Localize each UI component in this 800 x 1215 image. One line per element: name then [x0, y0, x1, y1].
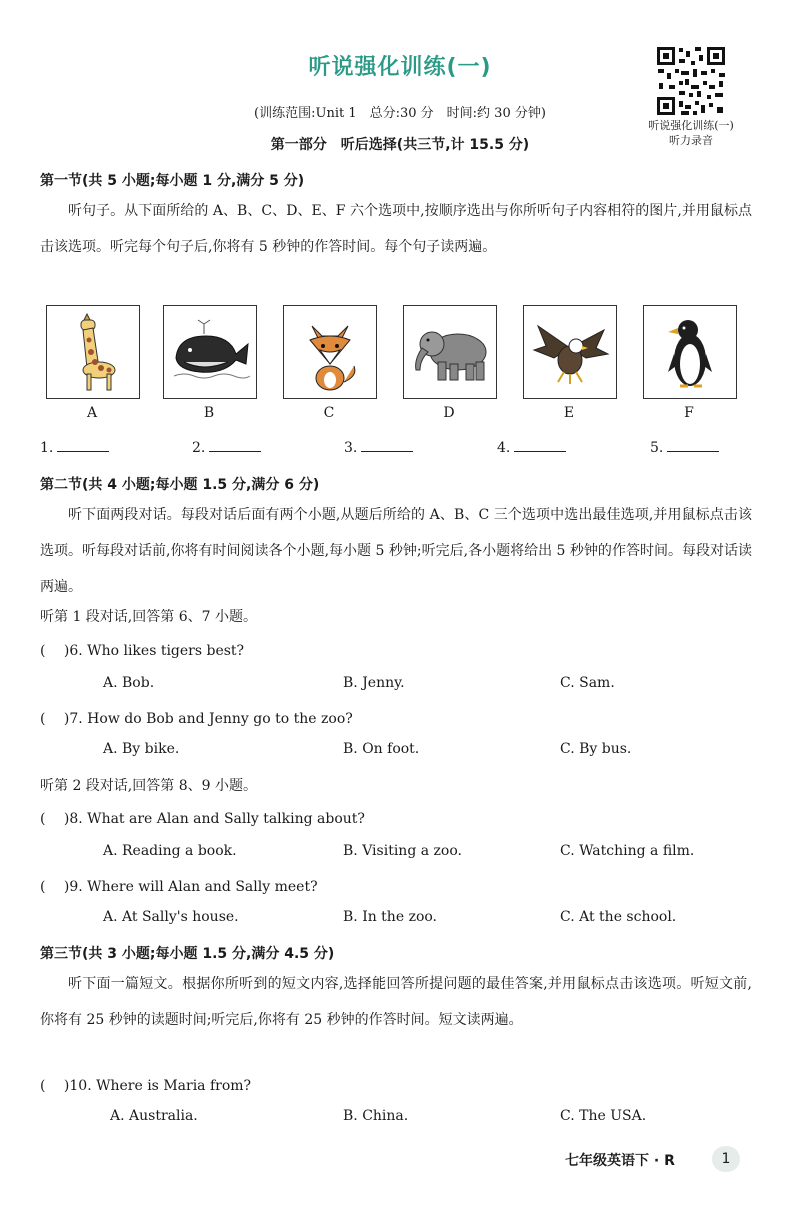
page-title: 听说强化训练(一): [308, 55, 492, 80]
fox-icon: [284, 306, 376, 398]
question-8: ( )8. What are Alan and Sally talking about?: [40, 811, 365, 827]
whale-icon: [164, 306, 256, 398]
q7-option-a[interactable]: A. By bike.: [103, 741, 180, 757]
section3-instructions: 听下面一篇短文。根据你所听到的短文内容,选择能回答所提问题的最佳答案,并用鼠标点击该选项。听短文前,你将有 25 秒钟的读题时间;听完后,你将有 25 秒钟的作答时间。短文读两遍。: [40, 976, 752, 1028]
picture-option-a[interactable]: [46, 305, 140, 399]
training-info: (训练范围:Unit 1 总分:30 分 时间:约 30 分钟): [254, 106, 546, 121]
q8-option-c[interactable]: C. Watching a film.: [560, 843, 695, 859]
eagle-icon: [524, 306, 616, 398]
answer-blank-1[interactable]: 1.: [40, 440, 109, 456]
answer-blank-2[interactable]: 2.: [192, 440, 261, 456]
picture-option-b[interactable]: [163, 305, 257, 399]
picture-letter-e: E: [563, 405, 575, 421]
q7-option-b[interactable]: B. On foot.: [343, 741, 420, 757]
q9-option-c[interactable]: C. At the school.: [560, 909, 677, 925]
picture-option-d[interactable]: [403, 305, 497, 399]
qr-code-icon[interactable]: [655, 45, 727, 117]
q6-option-c[interactable]: C. Sam.: [560, 675, 615, 691]
picture-letter-b: B: [203, 405, 215, 421]
qr-caption-sub: 听力录音: [669, 134, 713, 147]
penguin-icon: [644, 306, 736, 398]
question-9: ( )9. Where will Alan and Sally meet?: [40, 879, 318, 895]
q8-option-a[interactable]: A. Reading a book.: [103, 843, 237, 859]
section1-title: 第一节(共 5 小题;每小题 1 分,满分 5 分): [40, 173, 305, 189]
picture-letter-c: C: [323, 405, 335, 421]
q7-option-c[interactable]: C. By bus.: [560, 741, 632, 757]
picture-letter-d: D: [443, 405, 455, 421]
section2-title: 第二节(共 4 小题;每小题 1.5 分,满分 6 分): [40, 477, 320, 493]
picture-option-f[interactable]: [643, 305, 737, 399]
elephant-icon: [404, 306, 496, 398]
q9-option-b[interactable]: B. In the zoo.: [343, 909, 438, 925]
q8-option-b[interactable]: B. Visiting a zoo.: [343, 843, 462, 859]
section1-instructions: 听句子。从下面所给的 A、B、C、D、E、F 六个选项中,按顺序选出与你所听句子内容相符的图片,并用鼠标点击该选项。听完每个句子后,你将有 5 秒钟的作答时间。每个句子读两遍。: [40, 203, 752, 255]
picture-letter-f: F: [684, 405, 694, 421]
question-6: ( )6. Who likes tigers best?: [40, 643, 245, 659]
q6-option-b[interactable]: B. Jenny.: [343, 675, 405, 691]
section2-instructions: 听下面两段对话。每段对话后面有两个小题,从题后所给的 A、B、C 三个选项中选出最佳选项,并用鼠标点击该选项。听每段对话前,你将有时间阅读各个小题,每小题 5 秒钟;听完后,各小题将给出 5 秒钟的作答时间。每段对话读两遍。: [40, 507, 752, 595]
q10-option-c[interactable]: C. The USA.: [560, 1108, 647, 1124]
picture-option-e[interactable]: [523, 305, 617, 399]
section3-title: 第三节(共 3 小题;每小题 1.5 分,满分 4.5 分): [40, 946, 335, 962]
q10-option-a[interactable]: A. Australia.: [110, 1108, 198, 1124]
book-label: 七年级英语下 · R: [565, 1153, 675, 1169]
question-10: ( )10. Where is Maria from?: [40, 1078, 252, 1094]
dialogue1-heading: 听第 1 段对话,回答第 6、7 小题。: [40, 609, 257, 625]
qr-caption: 听说强化训练(一): [648, 119, 734, 132]
picture-letter-a: A: [86, 405, 98, 421]
q9-option-a[interactable]: A. At Sally's house.: [103, 909, 239, 925]
q10-option-b[interactable]: B. China.: [343, 1108, 409, 1124]
page-number: 1: [712, 1146, 740, 1172]
question-7: ( )7. How do Bob and Jenny go to the zoo?: [40, 711, 353, 727]
giraffe-icon: [47, 306, 139, 398]
answer-blank-3[interactable]: 3.: [344, 440, 413, 456]
q6-option-a[interactable]: A. Bob.: [103, 675, 155, 691]
picture-option-c[interactable]: [283, 305, 377, 399]
answer-blank-4[interactable]: 4.: [497, 440, 566, 456]
part-one-heading: 第一部分 听后选择(共三节,计 15.5 分): [270, 137, 530, 153]
answer-blank-5[interactable]: 5.: [650, 440, 719, 456]
dialogue2-heading: 听第 2 段对话,回答第 8、9 小题。: [40, 778, 257, 794]
